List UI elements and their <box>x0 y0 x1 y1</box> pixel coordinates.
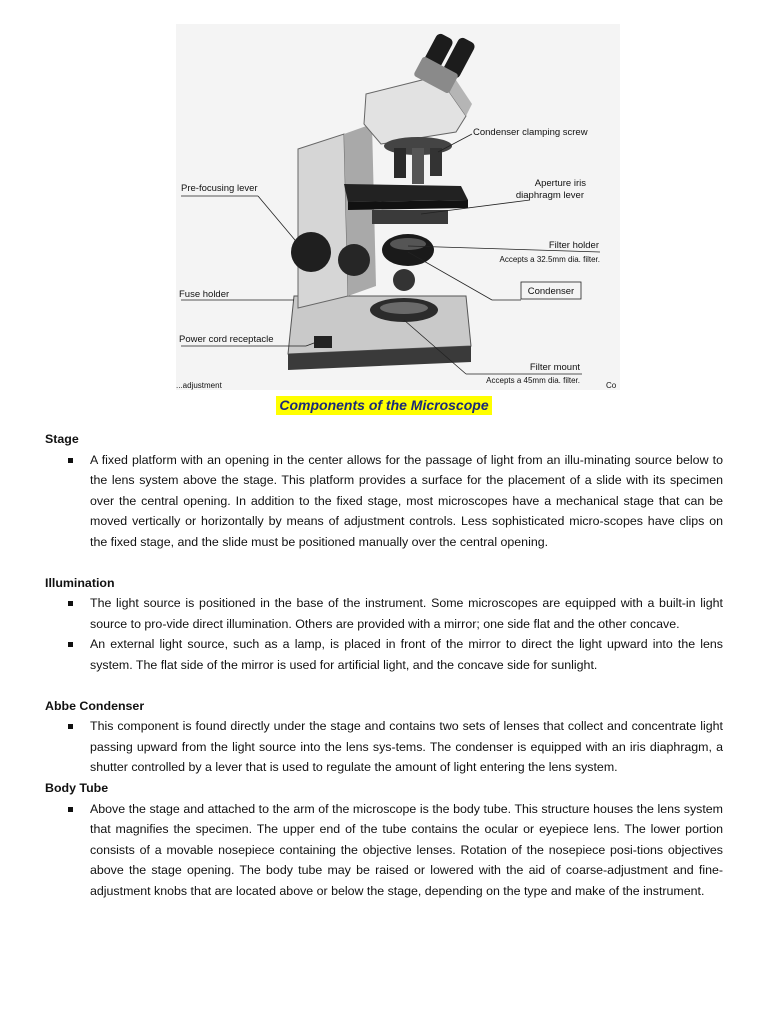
microscope-illustration <box>176 24 620 390</box>
bullet-list <box>45 450 723 553</box>
section-heading: Body Tube <box>45 780 109 795</box>
bullet-item: A fixed platform with an opening in the center allows for the passage of light from an illu-minating source below to the lens system above the stage. This platform provides a surface for the placement of a slide with its specimen over the central opening. In addition to the fixed stage, most microscopes have a mechanical stage that can be moved vertically or horizontally by means of adjustment controls. Less sophisticated micro-scopes have clips on the fixed stage, and the slide must be positioned manually over the central opening. <box>45 450 723 553</box>
section-heading: Abbe Condenser <box>45 698 145 713</box>
callout-filter-mount: Filter mount <box>529 362 580 373</box>
section-heading: Illumination <box>45 575 115 590</box>
section-abbe-condenser <box>45 696 723 778</box>
bullet-item: This component is found directly under the stage and contains two sets of lenses that collect and concentrate light passing upward from the light source into the lens sys-tems. The condenser is equipped with an iris diaphragm, a shutter controlled by a lever that is used to regulate the amount of light entering the lens system. <box>45 716 723 778</box>
microscope-figure <box>176 24 620 390</box>
callout-condenser-clamping-screw: Condenser clamping screw <box>473 127 588 138</box>
document-body <box>45 429 723 901</box>
section-body-tube <box>45 778 723 902</box>
callout-filter-holder: Filter holder <box>548 240 599 251</box>
callout-fuse-holder: Fuse holder <box>179 289 230 300</box>
callout-filter-mount-note: Accepts a 45mm dia. filter. <box>486 376 580 385</box>
bullet-list <box>45 716 723 778</box>
callout-cropped-left: ...adjustment <box>176 381 222 390</box>
callout-power-cord-receptacle: Power cord receptacle <box>179 334 274 345</box>
callout-pre-focusing-lever: Pre-focusing lever <box>181 183 258 194</box>
callout-cropped-right: Co <box>606 381 617 390</box>
figure-caption-wrap <box>0 396 768 415</box>
section-stage <box>45 429 723 553</box>
callout-condenser: Condenser <box>527 286 575 297</box>
bullet-list <box>45 799 723 902</box>
section-illumination <box>45 573 723 676</box>
callout-aperture-line2: diaphragm lever <box>515 190 584 201</box>
bullet-list <box>45 593 723 675</box>
callout-aperture-line1: Aperture iris <box>534 178 586 189</box>
bullet-item: Above the stage and attached to the arm of the microscope is the body tube. This structure houses the lens system that magnifies the specimen. The upper end of the tube contains the ocular or eyepiece lens. The lower portion consists of a movable nosepiece containing the objective lenses. Rotation of the nosepiece posi-tions objectives above the stage opening. The body tube may be raised or lowered with the aid of coarse-adjustment and fine-adjustment knobs that are located above or below the stage, depending on the type and make of the instrument. <box>45 799 723 902</box>
callout-filter-holder-note: Accepts a 32.5mm dia. filter. <box>499 255 600 264</box>
section-heading: Stage <box>45 432 79 446</box>
bullet-item: An external light source, such as a lamp, is placed in front of the mirror to direct the light upward into the lens system. The flat side of the mirror is used for artificial light, and the concave side for sunlight. <box>45 634 723 675</box>
figure-caption: Components of the Microscope <box>276 396 491 415</box>
bullet-item: The light source is positioned in the base of the instrument. Some microscopes are equipped with a built-in light source to pro-vide direct illumination. Others are provided with a mirror; one side flat and the other concave. <box>45 593 723 634</box>
